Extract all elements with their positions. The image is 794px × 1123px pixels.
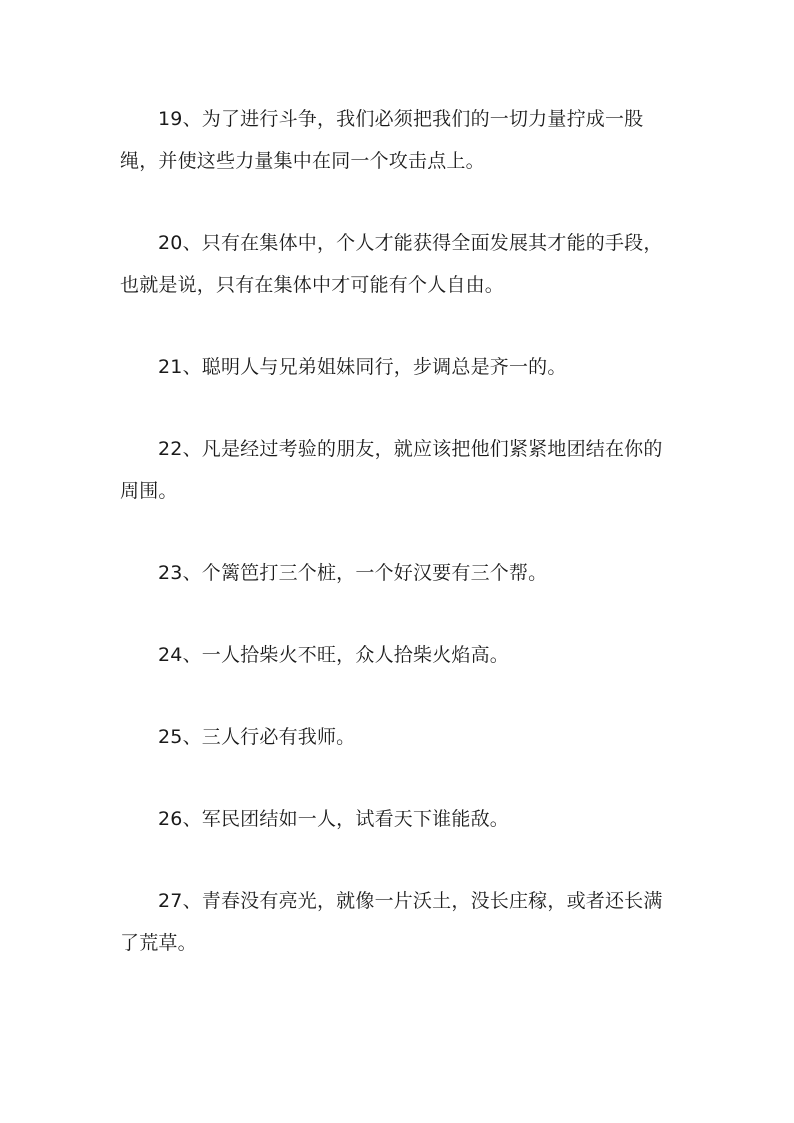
item-text: 青春没有亮光，就像一片沃土，没长庄稼，或者还长满了荒草。: [120, 890, 663, 954]
document-body: [120, 98, 680, 1004]
item-text: 为了进行斗争，我们必须把我们的一切力量拧成一股绳，并使这些力量集中在同一个攻击点上。: [120, 108, 644, 172]
item-text: 只有在集体中，个人才能获得全面发展其才能的手段，也就是说，只有在集体中才可能有个人自由。: [120, 232, 663, 296]
list-item: [120, 552, 680, 594]
item-text: 个篱笆打三个桩，一个好汉要有三个帮。: [201, 562, 548, 584]
item-number: 24、: [158, 644, 202, 666]
list-item: [120, 880, 680, 964]
item-text: 军民团结如一人，试看天下谁能敌。: [201, 808, 509, 830]
item-text: 聪明人与兄弟姐妹同行，步调总是齐一的。: [201, 356, 567, 378]
list-item: [120, 98, 680, 182]
item-number: 21、: [158, 356, 202, 378]
item-text: 一人拾柴火不旺，众人拾柴火焰高。: [201, 644, 509, 666]
list-item: [120, 222, 680, 306]
list-item: [120, 428, 680, 512]
list-item: [120, 798, 680, 840]
list-item: [120, 346, 680, 388]
item-number: 19、: [158, 108, 202, 130]
item-number: 26、: [158, 808, 202, 830]
item-text: 三人行必有我师。: [201, 726, 356, 748]
list-item: [120, 634, 680, 676]
item-text: 凡是经过考验的朋友，就应该把他们紧紧地团结在你的周围。: [120, 438, 663, 502]
item-number: 23、: [158, 562, 202, 584]
item-number: 27、: [158, 890, 202, 912]
item-number: 22、: [158, 438, 202, 460]
item-number: 20、: [158, 232, 202, 254]
item-number: 25、: [158, 726, 202, 748]
list-item: [120, 716, 680, 758]
